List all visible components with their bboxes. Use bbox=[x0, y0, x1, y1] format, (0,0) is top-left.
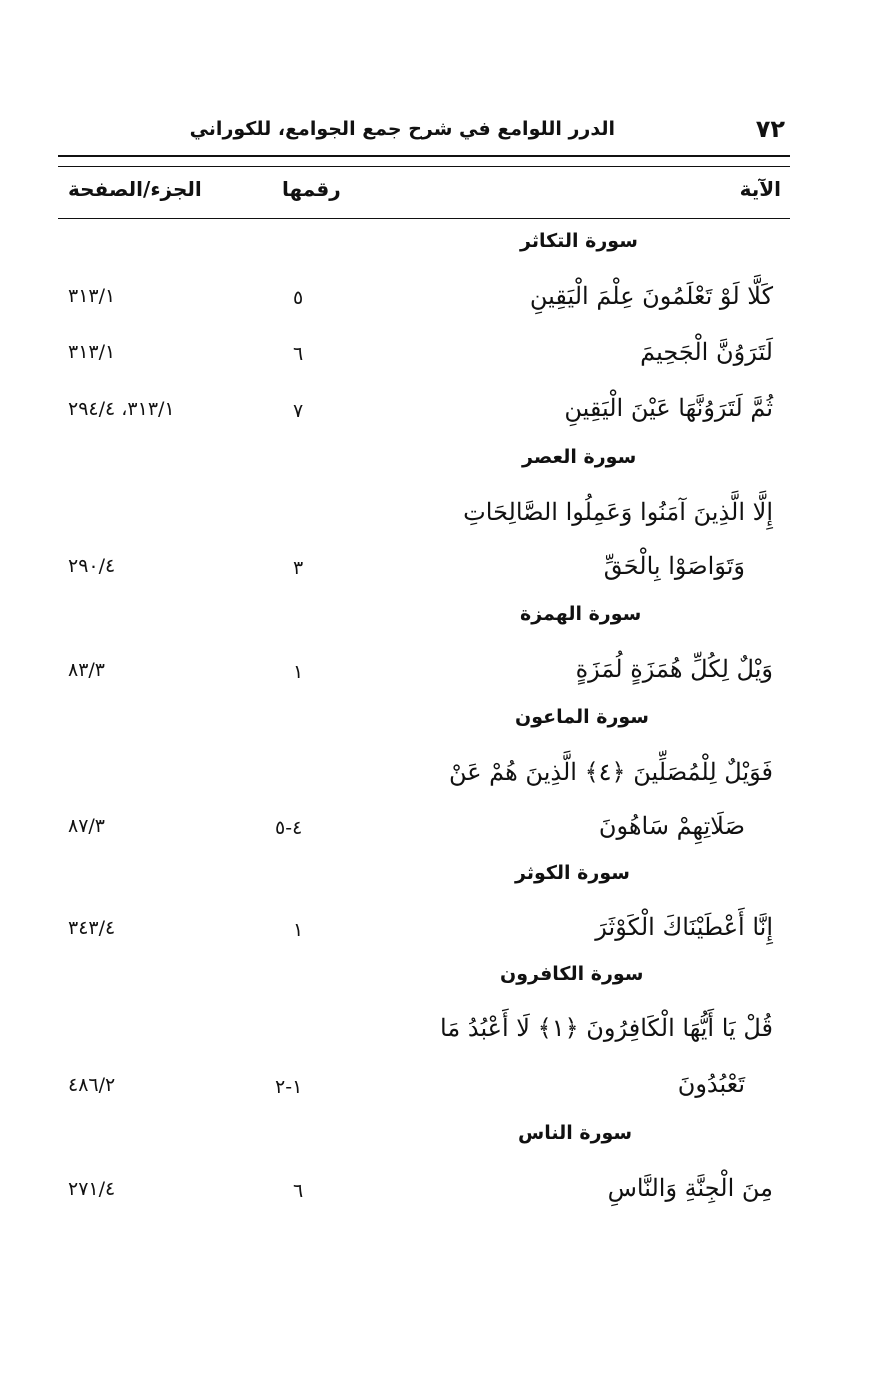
volume-page-reference: ٣١٣/١، ٢٩٤/٤ bbox=[68, 398, 175, 420]
volume-page-reference: ٨٧/٣ bbox=[68, 815, 106, 837]
volume-page-reference: ٣١٣/١ bbox=[68, 341, 116, 363]
verse-text: مِنَ الْجِنَّةِ وَالنَّاسِ bbox=[607, 1174, 773, 1202]
header-rule bbox=[58, 155, 790, 157]
volume-page-reference: ٣٤٣/٤ bbox=[68, 917, 116, 939]
surah-heading: سورة التكاثر bbox=[520, 230, 638, 252]
verse-number: ٣ bbox=[293, 557, 304, 579]
surah-heading: سورة الناس bbox=[518, 1122, 633, 1144]
verse-number: ٤-٥ bbox=[275, 817, 303, 839]
verse-text: إِنَّا أَعْطَيْنَاكَ الْكَوْثَرَ bbox=[595, 913, 773, 941]
verse-text: إِلَّا الَّذِينَ آمَنُوا وَعَمِلُوا الصَّالِحَاتِ bbox=[463, 498, 773, 526]
surah-heading: سورة الهمزة bbox=[520, 603, 642, 625]
verse-text: كَلَّا لَوْ تَعْلَمُونَ عِلْمَ الْيَقِينِ bbox=[529, 282, 773, 310]
volume-page-reference: ٣١٣/١ bbox=[68, 285, 116, 307]
volume-page-reference: ٤٨٦/٢ bbox=[68, 1074, 116, 1096]
column-header-reference: الجزء/الصفحة bbox=[68, 177, 202, 201]
header-rule-thin bbox=[58, 166, 790, 167]
running-title: الدرر اللوامع في شرح جمع الجوامع، للكوراني bbox=[189, 118, 615, 140]
surah-heading: سورة الكوثر bbox=[515, 862, 630, 884]
surah-heading: سورة العصر bbox=[522, 446, 637, 468]
surah-heading: سورة الكافرون bbox=[500, 963, 644, 985]
verse-text-continued: صَلَاتِهِمْ سَاهُونَ bbox=[598, 812, 745, 840]
verse-number: ٦ bbox=[293, 1180, 304, 1202]
verse-number: ١ bbox=[293, 919, 304, 941]
column-header-verse: الآية bbox=[739, 177, 781, 201]
page-number: ٧٢ bbox=[755, 115, 785, 143]
verse-text: فَوَيْلٌ لِلْمُصَلِّينَ ﴿٤﴾ الَّذِينَ هُمْ عَنْ bbox=[448, 758, 773, 786]
verse-text: وَيْلٌ لِكُلِّ هُمَزَةٍ لُمَزَةٍ bbox=[575, 655, 773, 683]
verse-number: ٥ bbox=[293, 287, 304, 309]
verse-text: ثُمَّ لَتَرَوُنَّهَا عَيْنَ الْيَقِينِ bbox=[564, 394, 773, 422]
volume-page-reference: ٢٧١/٤ bbox=[68, 1178, 116, 1200]
verse-number: ٦ bbox=[293, 343, 304, 365]
volume-page-reference: ٢٩٠/٤ bbox=[68, 555, 116, 577]
verse-text-continued: وَتَوَاصَوْا بِالْحَقِّ bbox=[603, 552, 745, 580]
column-header-number: رقمها bbox=[282, 177, 341, 201]
column-header-rule bbox=[58, 218, 790, 219]
verse-number: ٧ bbox=[293, 400, 304, 422]
verse-number: ١ bbox=[293, 661, 304, 683]
verse-text: قُلْ يَا أَيُّهَا الْكَافِرُونَ ﴿١﴾ لَا أَعْبُدُ مَا bbox=[440, 1014, 773, 1042]
verse-text: لَتَرَوُنَّ الْجَحِيمَ bbox=[640, 338, 773, 366]
verse-number: ١-٢ bbox=[275, 1076, 303, 1098]
verse-text-continued: تَعْبُدُونَ bbox=[677, 1070, 745, 1098]
volume-page-reference: ٨٣/٣ bbox=[68, 659, 106, 681]
surah-heading: سورة الماعون bbox=[515, 706, 649, 728]
